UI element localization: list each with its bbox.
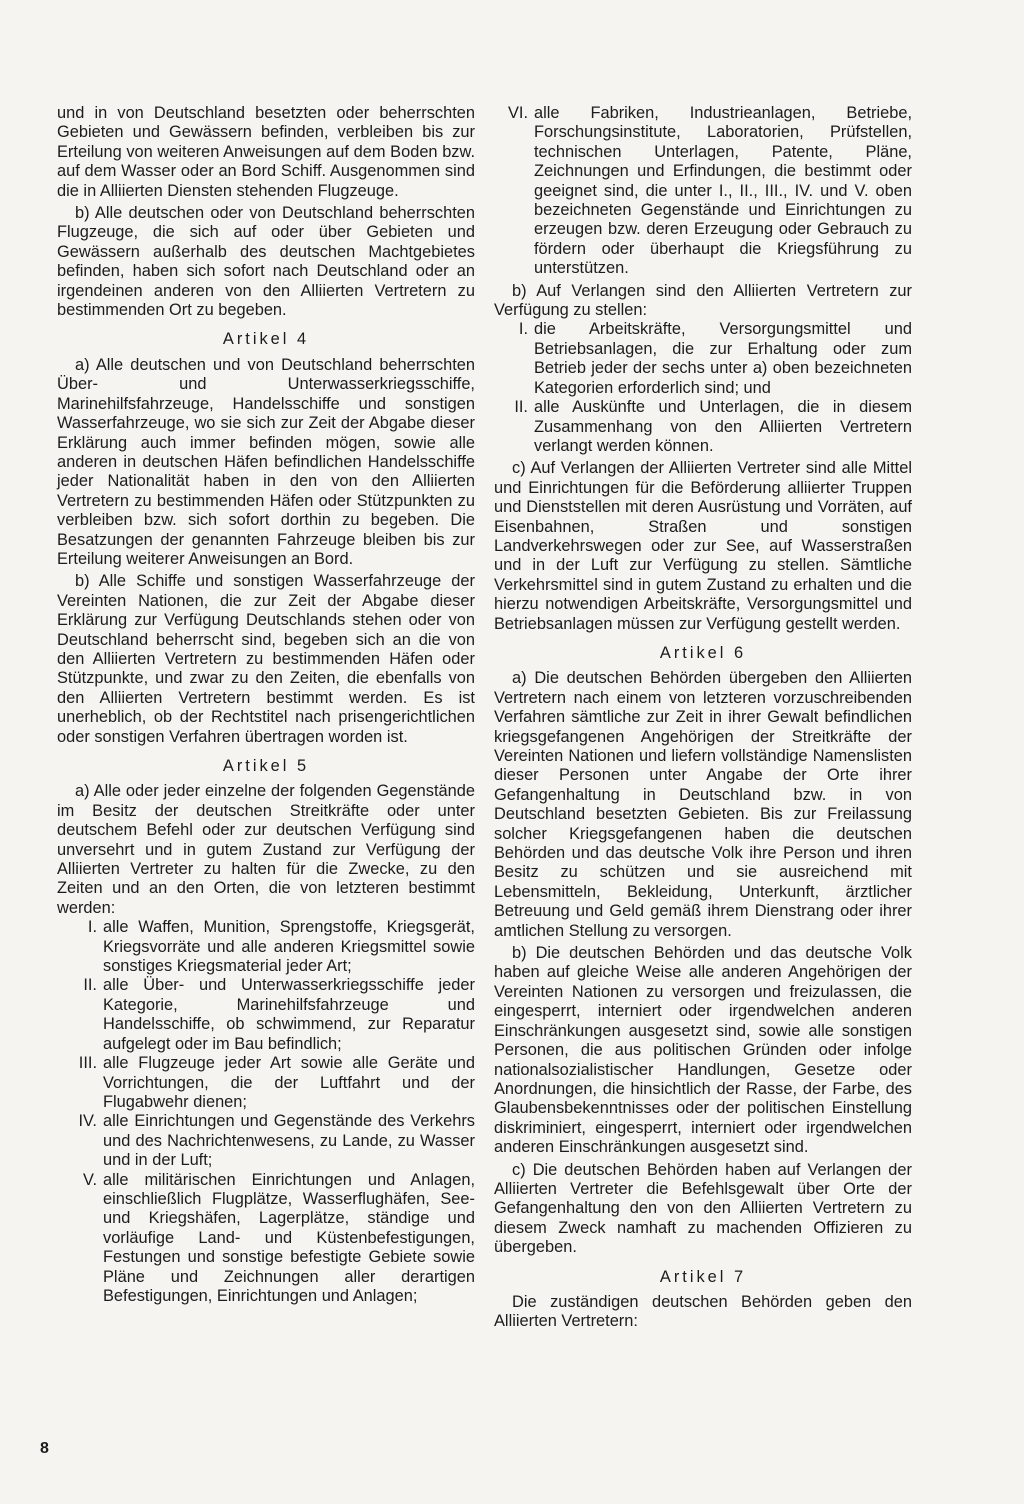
heading-artikel-5: Artikel 5	[222, 757, 310, 775]
list-item-roman-4	[57, 1112, 475, 1170]
paragraph-art6-a: a) Die deutschen Behörden übergeben den Alliierten Vertretern nach einem von letzteren vorzuschreibenden Verfahren sämtliche zur Zeit in ihrer Gewalt befindlichen kriegsgefangenen Angehörigen der Streitkräfte der Vereinten Nationen und liefern vollständige Namenslisten dieser Personen unter Angabe der Orte ihrer Gefangenhaltung in Deutschland bzw. in von Deutschland besetzten Gebieten. Bis zur Freilassung solcher Kriegsgefangenen haben die deutschen Behörden und das deutsche Volk ihre Person und ihren Besitz zu schützen und sie ausreichend mit Lebensmitteln, Bekleidung, Unterkunft, ärztlicher Betreuung und Geld gemäß ihrem Dienstrang oder ihrer amtlichen Stellung zu versorgen.	[494, 669, 912, 940]
list-item-number: I.	[87, 918, 97, 937]
paragraph-art5-a: a) Alle oder jeder einzelne der folgenden Gegenstände im Besitz der deutschen Streitkräfte oder unter deutschem Befehl oder zur deutschen Verfügung sind unversehrt und in gutem Zustand zur Verfügung der Alliierten Vertreter zu halten für die Zwecke, zu den Zeiten und an den Orten, die von letzteren bestimmt werden:	[57, 782, 475, 917]
list-item-roman-5	[57, 1171, 475, 1307]
list-item-number: III.	[78, 1054, 97, 1073]
heading-artikel-6: Artikel 6	[659, 643, 747, 662]
list-item-number: V.	[83, 1170, 97, 1189]
paragraph-art5-b: b) Auf Verlangen sind den Alliierten Vertretern zur Verfügung zu stellen:	[494, 281, 912, 320]
paragraph-art4-a: a) Alle deutschen und von Deutschland beherrschten Über- und Unterwasserkriegsschiffe, Marinehilfsfahrzeuge, Handelsschiffe und sonstigen Wasserfahrzeuge, wo sie sich zur Zeit der Abgabe dieser Erklärung auch immer befinden mögen, sowie alle anderen in deutschen Häfen befindlichen Handelsschiffe jeder Nationalität haben in den von den Alliierten Vertretern zu bestimmenden Häfen oder Stützpunkten zu verbleiben bzw. sich sofort dorthin zu begeben. Die Besatzungen der genannten Fahrzeuge bleiben bis zur Erteilung weiterer Anweisungen an Bord.	[57, 355, 475, 568]
left-column	[57, 104, 475, 1306]
list-item-text: alle Einrichtungen und Gegenstände des Verkehrs und des Nachrichtenwesens, zu Lande, zu Wasser und in der Luft;	[103, 1112, 475, 1170]
list-item-roman-2	[57, 976, 475, 1054]
list-item-b-2	[494, 398, 912, 456]
paragraph-art6-b: b) Die deutschen Behörden und das deutsche Volk haben auf gleiche Weise alle anderen Angehörigen der Vereinten Nationen zu versorgen und freizulassen, die eingesperrt, interniert oder irgendwelchen anderen Einschränkungen ausgesetzt sind, sowie alle sonstigen Personen, die aus politischen Gründen oder infolge nationalsozialistischer Handlungen, Gesetze oder Anordnungen, die hinsichtlich der Rasse, der Farbe, des Glaubensbekenntnisses oder der politischen Einstellung diskriminiert, eingesperrt, interniert oder irgendwelchen anderen Einschränkungen ausgesetzt sind.	[494, 944, 912, 1157]
list-item-roman-6	[494, 104, 912, 279]
list-item-text: alle Fabriken, Industrieanlagen, Betriebe, Forschungsinstitute, Laboratorien, Prüfstellen, technischen Unterlagen, Patente, Pläne, Zeichnungen und Erfindungen, die bestimmt oder geeignet sind, die unter I., II., III., IV. und V. oben bezeichneten Gegenstände und Einrichtungen zu erzeugen bzw. deren Erzeugung oder Gebrauch zu fördern oder überhaupt die Kriegsführung zu unterstützen.	[534, 104, 912, 278]
list-item-text: alle Waffen, Munition, Sprengstoffe, Kriegsgerät, Kriegsvorräte und alle anderen Kriegsmittel sowie sonstiges Kriegsmaterial jeder Art;	[103, 918, 475, 976]
paragraph-art7-intro: Die zuständigen deutschen Behörden geben den Alliierten Vertretern:	[494, 1292, 912, 1331]
list-item-text: alle Über- und Unterwasserkriegsschiffe jeder Kategorie, Marinehilfsfahrzeuge und Handelsschiffe, ob schwimmend, zur Reparatur aufgelegt oder im Bau befindlich;	[103, 976, 475, 1053]
paragraph-art4-b: b) Alle Schiffe und sonstigen Wasserfahrzeuge der Vereinten Nationen, die zur Zeit der Abgabe dieser Erklärung zur Verfügung Deutschlands stehen oder von Deutschland beherrscht sind, begeben sich an die von den Alliierten Vertretern zu bestimmenden Häfen oder Stützpunkte, und zwar zu den Zeiten, die ebenfalls von den Alliierten Vertretern bestimmt werden. Es ist unerheblich, ob der Rechtstitel nach prisengerichtlichen oder sonstigen Verfahren übertragen worden ist.	[57, 572, 475, 746]
paragraph-intro-continued: und in von Deutschland besetzten oder beherrschten Gebieten und Gewässern befinden, verbleiben bis zur Erteilung von weiteren Anweisungen auf dem Boden bzw. auf dem Wasser oder an Bord Schiff. Ausgenommen sind die in Alliierten Diensten stehenden Flugzeuge.	[57, 104, 475, 200]
paragraph-art6-c: c) Die deutschen Behörden haben auf Verlangen der Alliierten Vertreter die Befehlsgewalt über Orte der Gefangenhaltung den von den Alliierten Vertretern zu diesem Zweck namhaft zu machenden Offizieren zu übergeben.	[494, 1160, 912, 1257]
list-item-roman-1	[57, 918, 475, 976]
list-item-roman-3	[57, 1054, 475, 1112]
page-number: 8	[40, 1440, 49, 1457]
list-item-number: I.	[518, 320, 528, 339]
list-item-text: die Arbeitskräfte, Versorgungsmittel und Betriebsanlagen, die zur Erhaltung oder zum Betrieb jeder der sechs unter a) oben bezeichneten Kategorien erforderlich sind; und	[534, 320, 912, 397]
list-item-text: alle militärischen Einrichtungen und Anlagen, einschließlich Flugplätze, Wasserflughäfen, See- und Kriegshäfen, Lagerplätze, ständige und vorläufige Land- und Küstenbefestigungen, Festungen und sonstige befestigte Gebiete sowie Pläne und Zeichnungen aller derartigen Befestigungen, Einrichtungen und Anlagen;	[103, 1170, 475, 1305]
right-column	[494, 104, 912, 1332]
heading-artikel-7: Artikel 7	[659, 1267, 747, 1286]
list-item-number: II.	[83, 976, 97, 995]
list-item-number: VI.	[507, 104, 528, 122]
heading-artikel-4: Artikel 4	[222, 330, 310, 349]
list-item-number: IV.	[78, 1112, 97, 1131]
list-item-text: alle Flugzeuge jeder Art sowie alle Geräte und Vorrichtungen, die der Luftfahrt und der Flugabwehr dienen;	[103, 1054, 475, 1111]
paragraph-art3-b: b) Alle deutschen oder von Deutschland beherrschten Flugzeuge, die sich auf oder über Gebieten und Gewässern außerhalb des deutschen Machtgebietes befinden, haben sich sofort nach Deutschland oder an irgendeinen anderen von den Alliierten Vertretern zu bestimmenden Ort zu begeben.	[57, 204, 475, 320]
list-item-number: II.	[514, 398, 528, 417]
paragraph-art5-c: c) Auf Verlangen der Alliierten Vertreter sind alle Mittel und Einrichtungen für die Beförderung alliierter Truppen und Dienststellen mit deren Ausrüstung und Vorräten, auf Eisenbahnen, Straßen und sonstigen Landverkehrswegen oder zur See, auf Wasserstraßen und in der Luft zur Verfügung zu stellen. Sämtliche Verkehrsmittel sind in gutem Zustand zu erhalten und die hierzu notwendigen Arbeitskräfte, Versorgungsmittel und Betriebsanlagen müssen zur Verfügung gestellt werden.	[494, 459, 912, 633]
list-item-b-1	[494, 320, 912, 398]
list-item-text: alle Auskünfte und Unterlagen, die in diesem Zusammenhang von den Alliierten Vertretern verlangt werden können.	[534, 398, 912, 455]
